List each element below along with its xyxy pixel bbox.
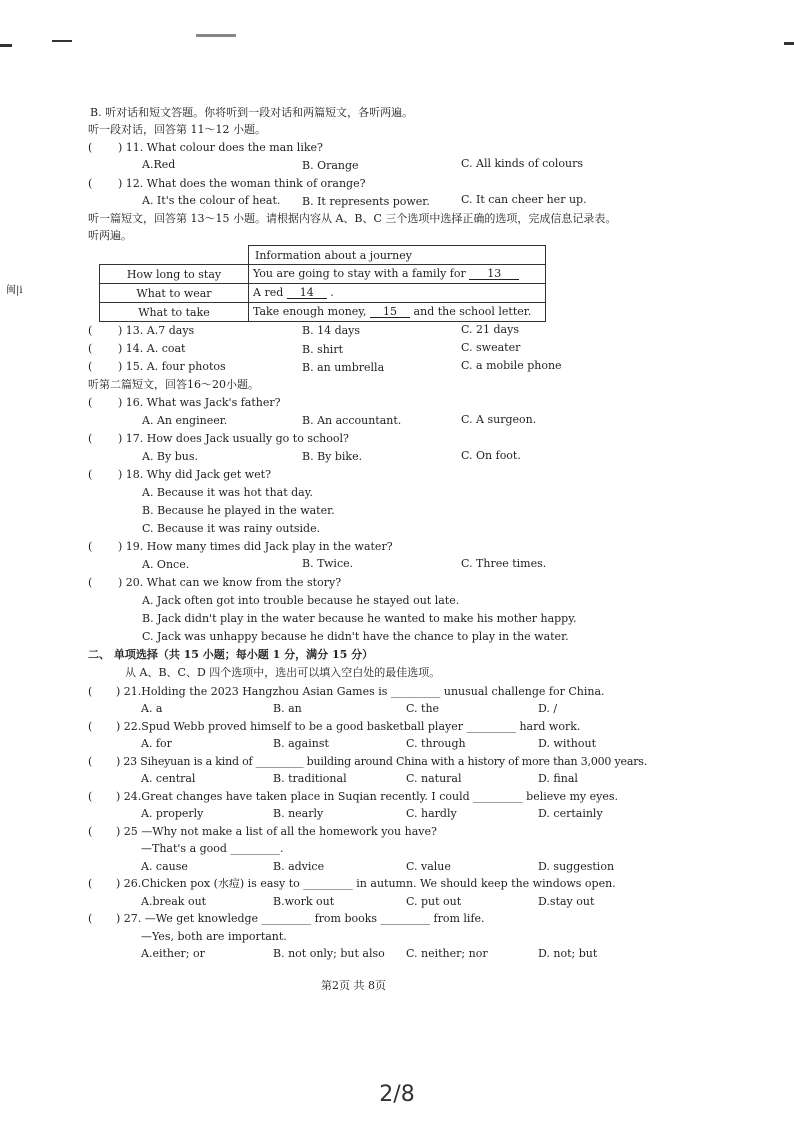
option-d: D. not; but	[538, 947, 598, 960]
answer-paren: (	[88, 360, 93, 373]
option-a: A. cause	[141, 860, 188, 873]
option-b: B. Jack didn't play in the water because he wanted to make his mother happy.	[142, 612, 577, 625]
answer-paren: (	[88, 141, 93, 154]
option-a: A. Jack often got into trouble because he stayed out late.	[142, 594, 460, 607]
answer-paren: (	[88, 324, 93, 337]
option-c: C. a mobile phone	[461, 359, 562, 372]
option-b: B. an	[273, 702, 302, 715]
option-b: B. traditional	[273, 772, 347, 785]
answer-paren: (	[88, 755, 93, 768]
answer-paren: (	[88, 576, 93, 589]
answer-paren: (	[88, 432, 93, 445]
table-row	[100, 265, 546, 284]
option-b: B. Orange	[302, 159, 359, 172]
option-c: C. through	[406, 737, 466, 750]
option-d: D. certainly	[538, 807, 603, 820]
answer-paren: (	[88, 877, 93, 890]
option-c: C. 21 days	[461, 323, 519, 336]
option-b: B. Because he played in the water.	[142, 504, 335, 517]
answer-paren: (	[88, 540, 93, 553]
passage2-intro: 听第二篇短文，回答16～20小题。	[88, 378, 259, 391]
question-stem: ) 11. What colour does the man like?	[118, 141, 323, 154]
question-stem: ) 17. How does Jack usually go to school?	[118, 432, 349, 445]
option-a: A.either; or	[141, 947, 205, 960]
option-c: C. natural	[406, 772, 462, 785]
option-d: D.stay out	[538, 895, 595, 908]
answer-paren: (	[88, 468, 93, 481]
question-stem: ) 12. What does the woman think of orange?	[118, 177, 366, 190]
section-b-heading: B. 听对话和短文答题。你将听到一段对话和两篇短文，各听两遍。	[90, 106, 414, 119]
answer-paren: (	[88, 912, 93, 925]
scan-mark	[784, 42, 794, 45]
option-c: C. On foot.	[461, 449, 521, 462]
option-b: B.work out	[273, 895, 335, 908]
section2-instruction: 从 A、B、C、D 四个选项中，选出可以填入空白处的最佳选项。	[125, 666, 441, 679]
question-stem: ) 22.Spud Webb proved himself to be a good basketball player _________ hard work.	[116, 720, 581, 733]
blank-14[interactable]: 14	[287, 287, 327, 299]
option-c: C. value	[406, 860, 451, 873]
info-table	[99, 245, 546, 322]
page-footer: 第2页 共 8页	[321, 979, 386, 992]
option-c: C. sweater	[461, 341, 521, 354]
option-a: A. properly	[141, 807, 204, 820]
option-c: C. All kinds of colours	[461, 157, 584, 170]
question-line2: —That's a good _________.	[141, 842, 284, 855]
option-a: A. a	[141, 702, 163, 715]
option-c: C. put out	[406, 895, 462, 908]
option-c: C. It can cheer her up.	[461, 193, 587, 206]
answer-paren: (	[88, 396, 93, 409]
option-c: C. Because it was rainy outside.	[142, 522, 321, 535]
row-value: Take enough money, 15 and the school letter.	[249, 303, 546, 322]
question-stem: ) 18. Why did Jack get wet?	[118, 468, 271, 481]
option-b: B. An accountant.	[302, 414, 402, 427]
row-label: How long to stay	[100, 265, 249, 284]
dialogue-intro: 听一段对话，回答第 11～12 小题。	[88, 123, 266, 136]
option-b: B. an umbrella	[302, 361, 385, 374]
answer-paren: (	[88, 790, 93, 803]
option-b: B. By bike.	[302, 450, 363, 463]
option-b: B. nearly	[273, 807, 324, 820]
option-a: A. Once.	[142, 558, 190, 571]
table-title: Information about a journey	[249, 246, 546, 265]
option-d: D. final	[538, 772, 578, 785]
scan-mark	[196, 34, 236, 37]
question-stem: ) 20. What can we know from the story?	[118, 576, 342, 589]
option-c: C. Jack was unhappy because he didn't have the chance to play in the water.	[142, 630, 569, 643]
option-c: C. Three times.	[461, 557, 547, 570]
answer-paren: (	[88, 342, 93, 355]
table-row	[100, 284, 546, 303]
option-c: C. A surgeon.	[461, 413, 537, 426]
table-title-row	[100, 246, 546, 265]
question-stem: ) 27. —We get knowledge _________ from books _________ from life.	[116, 912, 485, 925]
option-c: C. neither; nor	[406, 947, 488, 960]
option-b: B. 14 days	[302, 324, 361, 337]
answer-paren: (	[88, 720, 93, 733]
answer-paren: (	[88, 177, 93, 190]
option-b: B. Twice.	[302, 557, 354, 570]
question-stem: ) 15. A. four photos	[118, 360, 226, 373]
row-label: What to take	[100, 303, 249, 322]
answer-paren: (	[88, 825, 93, 838]
question-stem: ) 26.Chicken pox (水痘) is easy to _________ in autumn. We should keep the windows open.	[116, 877, 616, 890]
blank-13[interactable]: 13	[469, 268, 519, 280]
question-line2: —Yes, both are important.	[141, 930, 287, 943]
option-a: A. central	[141, 772, 196, 785]
row-value: A red 14 .	[249, 284, 546, 303]
row-label: What to wear	[100, 284, 249, 303]
option-a: A. It's the colour of heat.	[142, 194, 281, 207]
question-stem: ) 14. A. coat	[118, 342, 186, 355]
question-stem: ) 21.Holding the 2023 Hangzhou Asian Games is _________ unusual challenge for China.	[116, 685, 605, 698]
page-number: 2/8	[379, 1082, 415, 1107]
option-d: D. /	[538, 702, 558, 715]
question-stem: ) 19. How many times did Jack play in the water?	[118, 540, 393, 553]
scan-mark	[52, 40, 72, 42]
option-a: A. By bus.	[142, 450, 198, 463]
section2-heading: 二、 单项选择（共 15 小题；每小题 1 分，满分 15 分）	[88, 648, 374, 661]
table-row	[100, 303, 546, 322]
margin-note: 闽|i	[6, 285, 23, 296]
option-b: B. It represents power.	[302, 195, 430, 208]
option-d: D. without	[538, 737, 596, 750]
option-a: A. for	[141, 737, 172, 750]
option-a: A.Red	[142, 158, 176, 171]
question-stem: ) 13. A.7 days	[118, 324, 195, 337]
option-c: C. hardly	[406, 807, 457, 820]
question-stem: ) 24.Great changes have taken place in Suqian recently. I could _________ believe my eyes.	[116, 790, 618, 803]
row-value: You are going to stay with a family for 13	[249, 265, 546, 284]
option-d: D. suggestion	[538, 860, 615, 873]
option-a: A. Because it was hot that day.	[142, 486, 313, 499]
option-b: B. shirt	[302, 343, 344, 356]
option-b: B. not only; but also	[273, 947, 385, 960]
blank-15[interactable]: 15	[370, 306, 410, 318]
scan-mark	[0, 44, 12, 47]
question-stem: ) 16. What was Jack's father?	[118, 396, 281, 409]
question-stem: ) 25 —Why not make a list of all the homework you have?	[116, 825, 437, 838]
option-c: C. the	[406, 702, 440, 715]
question-stem: ) 23 Siheyuan is a kind of _________ building around China with a history of more than 3,000 years.	[116, 755, 647, 768]
option-b: B. advice	[273, 860, 325, 873]
option-b: B. against	[273, 737, 329, 750]
answer-paren: (	[88, 685, 93, 698]
passage1-intro: 听一篇短文，回答第 13～15 小题。请根据内容从 A、B、C 三个选项中选择正确的选项，完成信息记录表。	[88, 212, 617, 225]
option-a: A.break out	[141, 895, 207, 908]
passage1-intro-2: 听两遍。	[88, 229, 132, 242]
option-a: A. An engineer.	[142, 414, 228, 427]
